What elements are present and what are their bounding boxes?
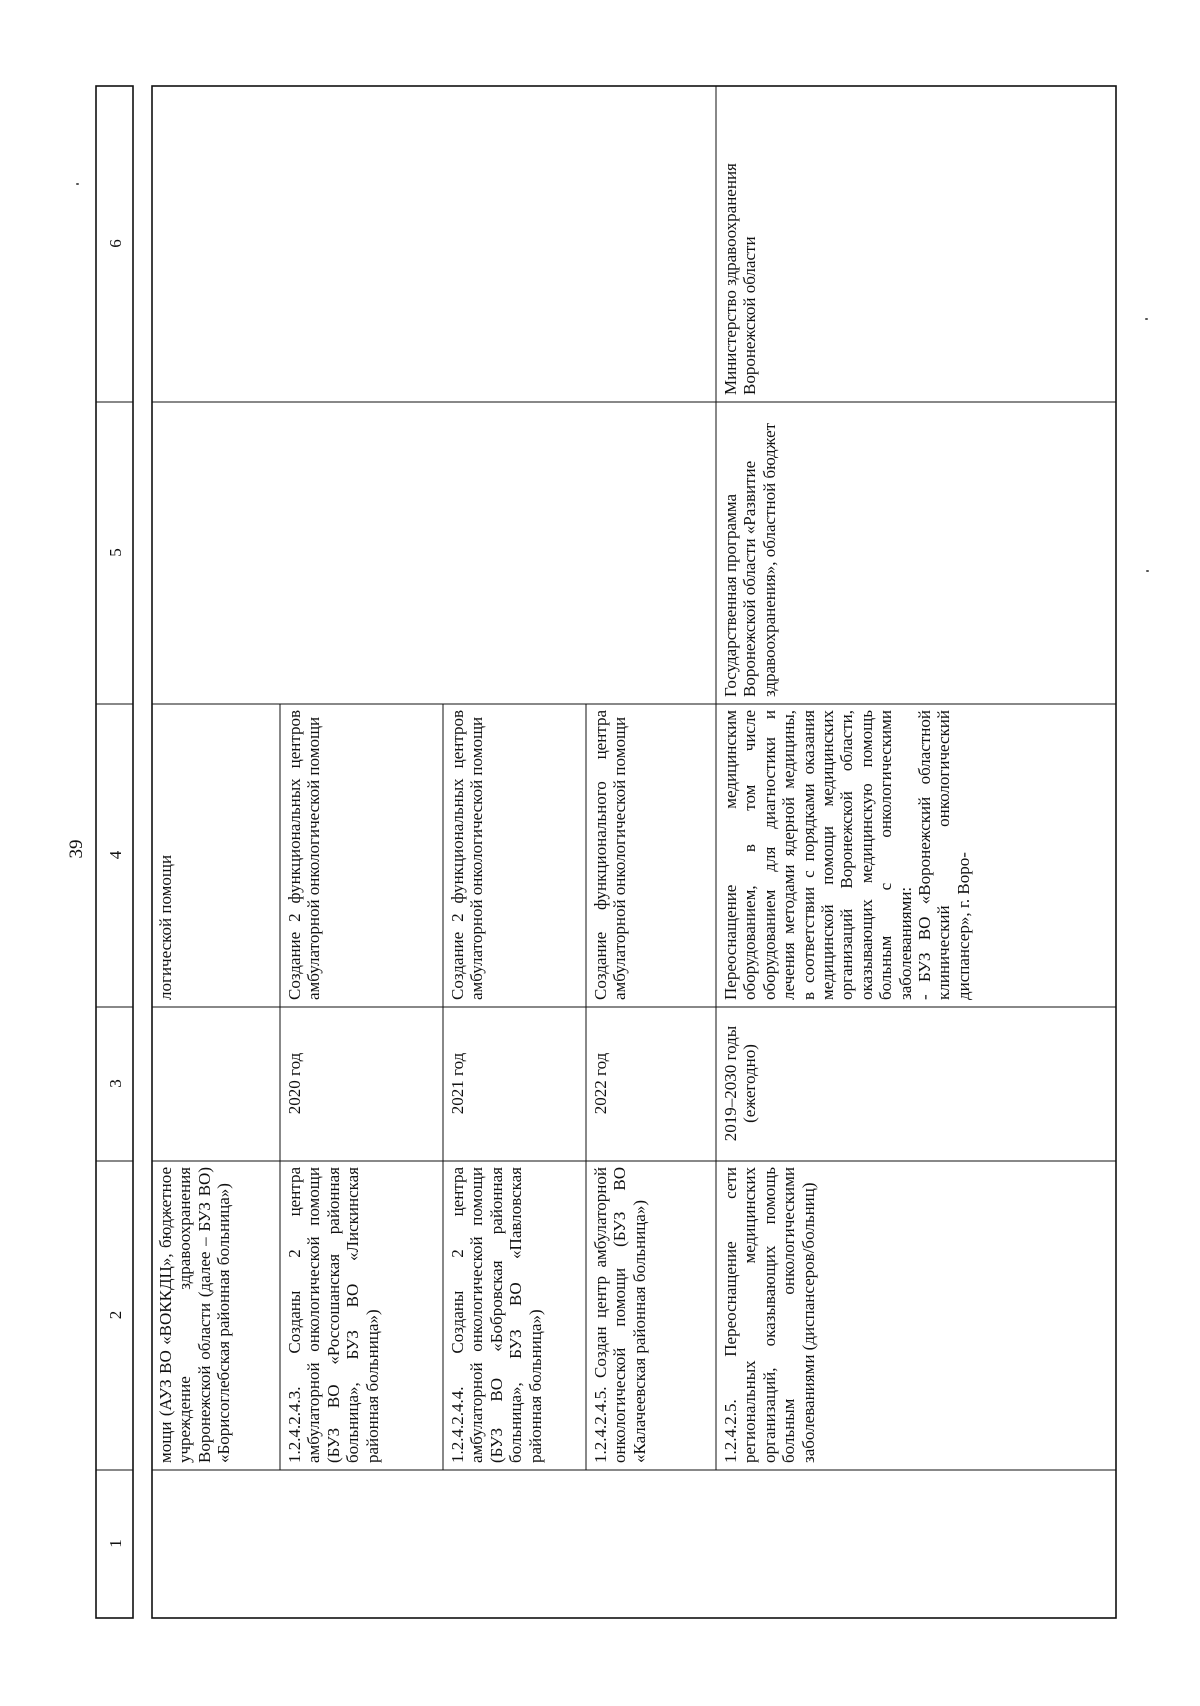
header-col-3: 3 [106, 1079, 125, 1088]
header-col-6: 6 [106, 239, 125, 248]
scan-speck [76, 183, 79, 185]
row-25-col5-cell: Государственная программа Воронежской области «Развитие здравоохранения», областной бюджет [721, 422, 779, 697]
scan-speck [1145, 318, 1148, 320]
row-243-col3-cell: 2020 год [285, 1052, 304, 1115]
row-245-col2-cell: 1.2.4.2.4.5. Создан центр амбулаторной онкологической помощи (БУЗ ВО «Калачеевская районная больница») [591, 1167, 649, 1463]
row-25-col6-cell: Министерство здравоохранения Воронежской области [721, 163, 760, 395]
cont-col4-cell: логической помощи [156, 854, 175, 1000]
row-25-col3-cell: 2019–2030 годы (ежегодно) [721, 1025, 760, 1142]
cont-col2-cell: мощи (АУЗ ВО «ВОККДЦ», бюджетное учреждение здравоохранения Воронежской области (далее – БУЗ ВО) «Борисоглебская районная больница») [156, 1167, 234, 1463]
row-244-col2-cell: 1.2.4.2.4.4. Созданы 2 центра амбулаторной онкологической помощи (БУЗ ВО «Бобровская районная больница», БУЗ ВО «Павловская районная больница») [448, 1167, 545, 1463]
row-243-col4-cell: Создание 2 функциональных центров амбулаторной онкологической помощи [285, 710, 324, 1000]
header-col-1: 1 [106, 1539, 125, 1548]
header-col-4: 4 [106, 850, 125, 860]
scan-speck [1146, 570, 1149, 572]
row-244-col4-cell: Создание 2 функциональных центров амбулаторной онкологической помощи [448, 710, 487, 1000]
row-243-col2-cell: 1.2.4.2.4.3. Созданы 2 центра амбулаторной онкологической помощи (БУЗ ВО «Россошанская районная больница», БУЗ ВО «Лискинская районная больница») [285, 1167, 382, 1463]
row-244-col3-cell: 2021 год [448, 1052, 467, 1115]
rotated-table-sheet [96, 86, 1116, 1618]
header-col-2: 2 [106, 1310, 125, 1320]
row-25-col2-cell: 1.2.4.2.5. Переоснащение сети региональных медицинских организаций, оказывающих помощь больным онкологическими заболеваниями (диспансеров/больниц) [721, 1167, 818, 1463]
row-245-col3-cell: 2022 год [591, 1052, 610, 1115]
header-col-5: 5 [106, 548, 125, 557]
page-number: 39 [66, 839, 87, 859]
row-245-col4-cell: Создание функционального центра амбулаторной онкологической помощи [591, 710, 630, 1000]
row-25-col4-cell: Переоснащение медицинским оборудованием, в том числе оборудованием для диагностики и лечения методами ядерной медицины, в соответствии с порядками оказания медицинской помощи медицинских организаций Воронежской области, оказывающих медицинскую помощь больным с онкологическими заболеваниями: - БУЗ ВО «Воронежский областной клинический онкологический диспансер», г. Воро- [721, 710, 973, 1000]
